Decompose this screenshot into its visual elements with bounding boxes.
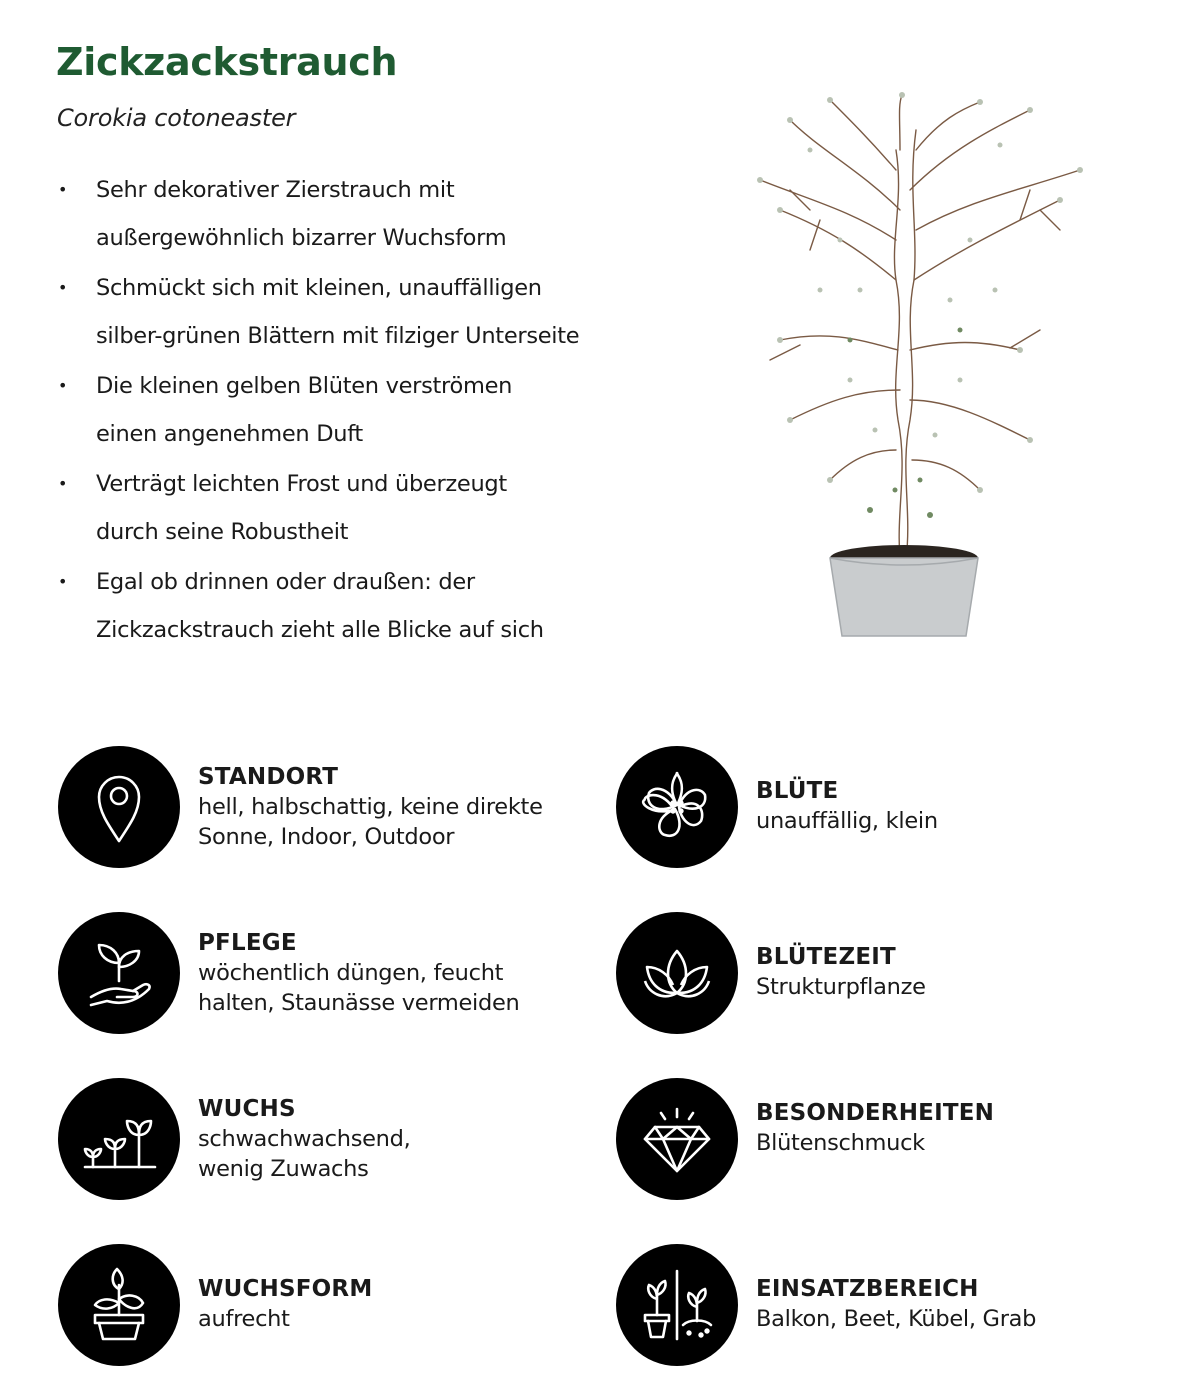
list-item xyxy=(56,460,656,556)
feature-heading: BLÜTE xyxy=(756,778,839,804)
feature-einsatzbereich xyxy=(616,1244,1036,1366)
feature-bluete xyxy=(616,746,938,868)
feature-description: Balkon, Beet, Kübel, Grab xyxy=(756,1306,1037,1332)
list-item xyxy=(56,362,656,458)
feature-besonderheiten xyxy=(616,1078,994,1200)
potted-plant-icon xyxy=(58,1244,180,1366)
growing-sprouts-icon xyxy=(58,1078,180,1200)
plant-image xyxy=(660,90,1130,650)
diamond-icon xyxy=(616,1078,738,1200)
feature-wuchsform xyxy=(58,1244,372,1366)
bullet-line: Egal ob drinnen oder draußen: der xyxy=(96,569,475,595)
feature-description: schwachwachsend, wenig Zuwachs xyxy=(198,1126,411,1182)
feature-wuchs xyxy=(58,1078,410,1200)
bullet-line: Sehr dekorativer Zierstrauch mit xyxy=(96,177,455,203)
feature-heading: BESONDERHEITEN xyxy=(756,1100,995,1126)
flower-icon xyxy=(616,746,738,868)
bullet-line: durch seine Robustheit xyxy=(96,519,349,545)
bullet-line: silber-grünen Blättern mit filziger Unterseite xyxy=(96,323,580,349)
feature-heading: BLÜTEZEIT xyxy=(756,944,896,970)
pot-and-ground-icon xyxy=(616,1244,738,1366)
bullet-dot-icon: • xyxy=(58,474,68,493)
feature-heading: STANDORT xyxy=(198,764,339,790)
feature-description: aufrecht xyxy=(198,1306,290,1332)
feature-heading: EINSATZBEREICH xyxy=(756,1276,979,1302)
bullet-line: außergewöhnlich bizarrer Wuchsform xyxy=(96,225,507,251)
feature-description: unauffällig, klein xyxy=(756,808,938,834)
feature-bullet-list xyxy=(56,166,656,656)
feature-description: Blütenschmuck xyxy=(756,1130,925,1156)
bullet-dot-icon: • xyxy=(58,278,68,297)
list-item xyxy=(56,166,656,262)
feature-standort xyxy=(58,746,543,868)
bullet-line: einen angenehmen Duft xyxy=(96,421,363,447)
bullet-line: Schmückt sich mit kleinen, unauffälligen xyxy=(96,275,542,301)
bullet-dot-icon: • xyxy=(58,180,68,199)
bullet-line: Die kleinen gelben Blüten verströmen xyxy=(96,373,513,399)
feature-heading: PFLEGE xyxy=(198,930,297,956)
latin-name: Corokia cotoneaster xyxy=(57,104,296,132)
bullet-dot-icon: • xyxy=(58,572,68,591)
feature-description: hell, halbschattig, keine direkte Sonne, Indoor, Outdoor xyxy=(198,794,543,850)
list-item xyxy=(56,558,656,654)
bullet-line: Zickzackstrauch zieht alle Blicke auf sich xyxy=(96,617,544,643)
lotus-icon xyxy=(616,912,738,1034)
feature-description: wöchentlich düngen, feucht halten, Staunässe vermeiden xyxy=(198,960,520,1016)
hand-seedling-icon xyxy=(58,912,180,1034)
feature-bluetezeit xyxy=(616,912,926,1034)
feature-heading: WUCHS xyxy=(198,1096,296,1122)
location-pin-icon xyxy=(58,746,180,868)
feature-description: Strukturpflanze xyxy=(756,974,926,1000)
feature-pflege xyxy=(58,912,519,1034)
list-item xyxy=(56,264,656,360)
feature-heading: WUCHSFORM xyxy=(198,1276,373,1302)
bullet-line: Verträgt leichten Frost und überzeugt xyxy=(96,471,507,497)
page-title: Zickzackstrauch xyxy=(56,40,398,84)
bullet-dot-icon: • xyxy=(58,376,68,395)
